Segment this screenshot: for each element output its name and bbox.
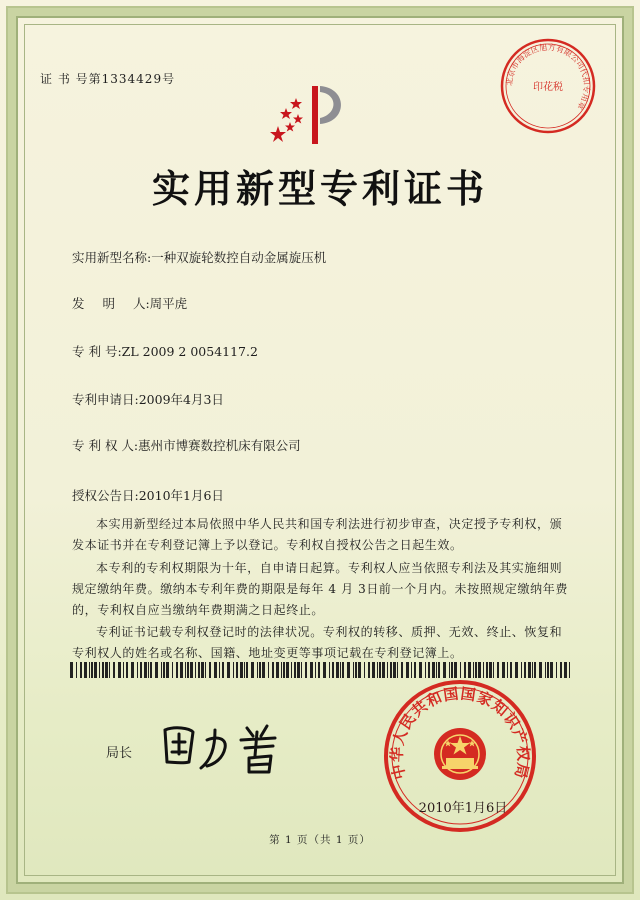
paragraph-grant-statement: 本实用新型经过本局依照中华人民共和国专利法进行初步审查，决定授予专利权，颁发本证书并在专利登记簿上予以登记。专利权自授权公告之日起生效。 <box>72 517 563 552</box>
field-patentee <box>72 436 301 454</box>
paragraph-term-statement: 本专利的专利权期限为十年，自申请日起算。专利权人应当依照专利法及其实施细则规定缴纳年费。缴纳本专利年费的期限是每年 4 月 3日前一个月内。未按照规定缴纳年费的，专利权自应当缴纳年费期满之日起终止。 <box>72 561 568 617</box>
field-inventor <box>72 294 187 312</box>
tax-stamp-seal <box>498 36 598 136</box>
patent-office-logo <box>268 78 348 148</box>
director-signature <box>155 718 295 778</box>
certificate-title: 实用新型专利证书 <box>151 167 488 211</box>
director-label: 局长 <box>106 746 133 761</box>
field-value: 一种双旋轮数控自动金属旋压机 <box>151 250 327 265</box>
certificate-number: 证 书 号第1334429号 <box>40 72 176 86</box>
field-label: 专利申请日: <box>72 392 139 407</box>
field-value: 2009年4月3日 <box>138 392 224 407</box>
national-emblem-icon <box>434 728 486 780</box>
seal-ring-text: 中华人民共和国国家知识产权局 <box>387 684 533 782</box>
field-label: 实用新型名称: <box>72 250 152 265</box>
field-value: 惠州市博赛数控机床有限公司 <box>138 438 301 453</box>
field-utility-model-name <box>72 248 326 266</box>
field-label: 发 明 人: <box>72 296 150 311</box>
page-number: 第 1 页（共 1 页） <box>269 834 371 846</box>
field-patent-number <box>72 342 258 360</box>
field-value: 周平虎 <box>149 296 188 311</box>
field-label: 授权公告日: <box>72 488 139 503</box>
small-seal-ring-text: 北京市海淀区旭方有限公司代扣专用章 <box>504 42 592 112</box>
field-grant-date <box>72 486 224 504</box>
field-value: 2010年1月6日 <box>138 488 224 503</box>
field-application-date <box>72 390 224 408</box>
field-label: 专 利 权 人: <box>72 438 139 453</box>
paragraph-legal-status: 专利证书记载专利权登记时的法律状况。专利权的转移、质押、无效、终止、恢复和专利权人的姓名或名称、国籍、地址变更等事项记载在专利登记簿上。 <box>72 625 563 660</box>
seal-date: 2010年1月6日 <box>418 801 508 816</box>
field-label: 专 利 号: <box>72 344 122 359</box>
field-value: ZL 2009 2 0054117.2 <box>121 344 258 359</box>
small-seal-center-text: 印花税 <box>533 82 563 93</box>
